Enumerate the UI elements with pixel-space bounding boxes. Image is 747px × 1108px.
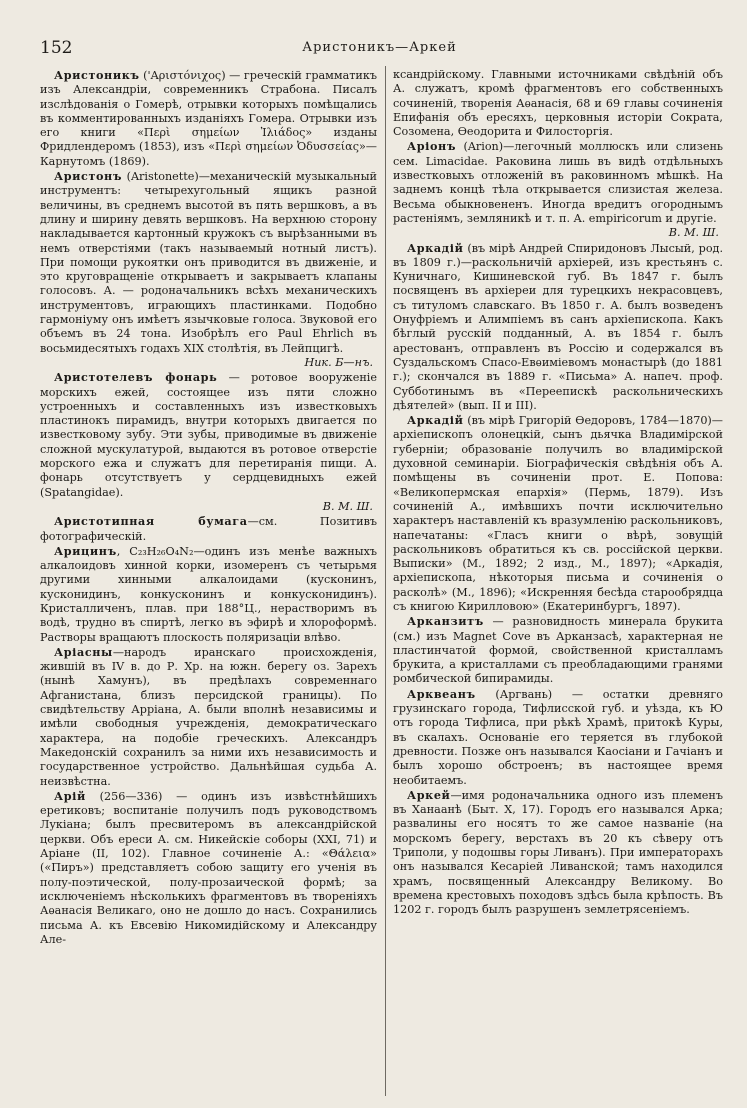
entry-headword: Аристотелевъ фонарь bbox=[54, 370, 218, 385]
article-entry bbox=[40, 169, 377, 370]
entry-headword: Аристотипная бумага bbox=[54, 514, 248, 529]
entry-text: (Аргвань) — остатки древняго грузинскаго города, Тифлисской губ. и уѣзда, къ Ю отъ города Тифлиса, при рѣкѣ Храмѣ, притокѣ Куры, въ скалахъ. Основаніе его теряется въ глубокой древности. Позже онъ назывался Каосіани и Гачіанъ и былъ хорошо обстроенъ; въ настоящее время необитаемъ. bbox=[393, 687, 723, 787]
article-entry bbox=[40, 370, 377, 514]
entry-headword: Аркей bbox=[407, 787, 451, 802]
entry-text: ('Aριστόνιχος) — греческій грамматикъ изъ Александріи, современникъ Страбона. Писалъ изслѣдованія о Гомерѣ, отрывки которыхъ помѣщались въ комментированныхъ изданіяхъ Гомера. Отрывки изъ его книги «Περὶ σημείων Ἰλιάδος» изданы Фридлендеромъ (1853), изъ «Περὶ σημείων Ὀδυσσείας»—Карнутомъ (1869). bbox=[40, 69, 377, 168]
entry-text: —народъ иранскаго происхожденія, жившій въ IV в. до Р. Хр. на южн. берегу оз. Зарехъ (нынѣ Хамунъ), въ предѣлахъ современнаго Афганистана, близъ персидской границы). По свидѣтельству Арріана, А. были вполнѣ независимы и имѣли свободныя учрежденія, демократическаго характера, на подобіе греческихъ. Александръ Македонскій сохранилъ за ними ихъ независимость и государственное устройство. Дальнѣйшая судьба А. неизвѣстна. bbox=[40, 645, 377, 788]
author-signature: В. М. Ш. bbox=[322, 499, 373, 513]
column-divider bbox=[385, 66, 386, 1096]
entry-headword: Аріонъ bbox=[407, 139, 457, 154]
article-entry bbox=[393, 139, 723, 240]
entry-headword: Аристонъ bbox=[54, 169, 123, 184]
author-signature: В. М. Ш. bbox=[668, 226, 719, 240]
page-number: 152 bbox=[40, 38, 73, 58]
article-entry bbox=[393, 687, 723, 788]
entry-headword: Арицинъ bbox=[54, 543, 117, 558]
article-entry bbox=[393, 413, 723, 614]
entry-text: — ротовое вооруженіе морскихъ ежей, состоящее изъ пяти сложно устроенныхъ и составленныхъ изъ известковыхъ пластинокъ пирамидъ, внутри которыхъ двигается по известковому зубу. Эти зубы, приводимые въ движеніе сложной мускулатурой, выдаются въ ротовое отверстіе морского ежа и служатъ для перетиранія пищи. А. фонарь отсутствуетъ у сердцевидныхъ ежей (Spatangidae). bbox=[40, 371, 377, 499]
entry-headword: Аркадій bbox=[407, 413, 464, 428]
entry-text: (Arion)—легочный моллюскъ или слизень сем. Limacidae. Раковина лишь въ видѣ отдѣльныхъ известковыхъ отложеній въ раковинномъ мѣшкѣ. На заднемъ концѣ тѣла открывается слизистая железа. Весьма обыкновененъ. Иногда вредитъ огороднымъ растеніямъ, земляникѣ и т. п. A. empiricorum и другіе. bbox=[393, 140, 723, 225]
entry-text: (256—336) — одинъ изъ извѣстнѣйшихъ еретиковъ; воспитаніе получилъ подъ руководствомъ Лукіана; былъ пресвитеромъ въ александрійской церкви. Объ ереси А. см. Никейскіе соборы (XXI, 71) и Аріане (II, 102). Главное сочиненіе А.: «Θάλεια» («Пиръ») представляетъ собою защиту его ученія въ полу-поэтической, полу-прозаической формѣ; за исключеніемъ нѣсколькихъ фрагментовъ въ твореніяхъ Аѳанасія Великаго, оно не дошло до насъ. Сохранились письма А. къ Евсевію Никомидійскому и Александру Але- bbox=[40, 789, 377, 946]
entry-headword: Арій bbox=[54, 788, 86, 803]
entry-text: (Aristonette)—механическій музыкальный инструментъ: четырехугольный ящикъ разной величины, въ среднемъ высотой въ пять вершковъ, а въ длину и ширину девять вершковъ. На верхнюю сторону накладывается картонный кружокъ съ вырѣзанными въ немъ отверстіями (такъ называемый нотный листъ). При помощи рукоятки онъ приводится въ движеніе, и это круговращеніе открываетъ и закрываетъ клапаны голосовъ. А. — родоначальникъ всѣхъ механическихъ инструментовъ, играющихъ пластинками. Подобно гармоніуму онъ имѣетъ язычковые голоса. Звуковой его объемъ въ 24 тона. Изобрѣлъ его Paul Ehrlich въ восьмидесятыхъ годахъ XIX столѣтія, въ Лейпцигѣ. bbox=[40, 170, 377, 355]
right-column bbox=[393, 68, 723, 918]
entry-headword: Аріасны bbox=[54, 644, 113, 659]
running-head: Аристоникъ—Аркей bbox=[302, 40, 457, 55]
article-entry bbox=[40, 514, 377, 544]
entry-text: (въ мірѣ Андрей Спиридоновъ Лысый, род. въ 1809 г.)—раскольничій архіерей, изъ крестьянъ с. Куничнаго, Кишиневской губ. Въ 1847 г. былъ посвященъ въ архіереи для турецкихъ некрасовцевъ, съ титуломъ славскаго. Въ 1850 г. А. былъ возведенъ Онуфріемъ и Алимпіемъ въ санъ архіепископа. Какъ бѣглый русскій подданный, А. въ 1854 г. былъ арестованъ, отправленъ въ Россію и содержался въ Суздальскомъ Спасо-Евѳиміевомъ монастырѣ (до 1881 г.); скончался въ 1889 г. «Письма» А. напеч. проф. Субботинымъ въ «Переепискѣ раскольническихъ дѣятелей» (вып. II и III). bbox=[393, 241, 723, 412]
entry-text: — разновидность минерала брукита (см.) изъ Magnet Cove въ Арканзасѣ, характерная не пластинчатой формой, свойственной кристалламъ брукита, а кристаллами съ преобладающими гранями ромбической бипирамиды. bbox=[393, 615, 723, 686]
article-entry bbox=[40, 68, 377, 169]
article-entry bbox=[393, 68, 723, 139]
article-entry bbox=[40, 645, 377, 789]
entry-text: ксандрійскому. Главными источниками свѣдѣній объ А. служатъ, кромѣ фрагментовъ его собственныхъ сочиненій, творенія Аѳанасія, 68 и 69 главы сочиненія Епифанія объ ересяхъ, церковныя исторіи Сократа, Созомена, Ѳеодорита и Филосторгія. bbox=[393, 68, 723, 139]
entry-headword: Аркадій bbox=[407, 240, 464, 255]
entry-text: —имя родоначальника одного изъ племенъ въ Ханаанѣ (Быт. X, 17). Городъ его назывался Арка; развалины его носятъ то же самое названіе (на морскомъ берегу, верстахъ въ 20 къ сѣверу отъ Триполи, у подошвы горы Ливанъ). При императорахъ онъ назывался Кесаріей Ливанской; тамъ находился храмъ, посвященный Александру Великому. Во времена крестовыхъ походовъ здѣсь была крѣпость. Въ 1202 г. городъ былъ разрушенъ землетрясеніемъ. bbox=[393, 788, 723, 917]
left-column bbox=[40, 68, 377, 947]
article-entry bbox=[40, 544, 377, 645]
entry-text: —см. Позитивъ фотографическій. bbox=[40, 515, 377, 543]
entry-headword: Арквеанъ bbox=[407, 686, 476, 701]
article-entry bbox=[40, 789, 377, 947]
article-entry bbox=[393, 788, 723, 918]
article-entry bbox=[393, 241, 723, 414]
page-header bbox=[40, 38, 719, 60]
author-signature: Ник. Б—нъ. bbox=[304, 355, 373, 369]
entry-headword: Арканзитъ bbox=[407, 614, 484, 629]
article-entry bbox=[393, 614, 723, 686]
entry-text: (въ мірѣ Григорій Ѳедоровъ, 1784—1870)—архіепископъ олонецкій, сынъ дьячка Владимірской губерніи; образованіе получилъ во владимірской духовной семинаріи. Біографическія свѣдѣнія объ А. помѣщены въ сочиненіи прот. Е. Попова: «Великопермская епархія» (Пермь, 1879). Изъ сочиненій А., имѣвшихъ почти исключительно характеръ наставленій къ вразумленію раскольниковъ, напечатаны: «Гласъ книги о вѣрѣ, зовущій раскольниковъ обратиться къ св. россійской церкви. Выписки» (М., 1892; 2 изд., М., 1897); «Аркадія, архіепископа, нѣкоторыя письма и сочиненія о расколѣ» (М., 1896); «Искренняя бесѣда старообрядца съ книгою Кирилловою» (Екатеринбургъ, 1897). bbox=[393, 414, 723, 613]
entry-headword: Аристоникъ bbox=[54, 68, 140, 82]
entry-text: , C₂₃H₂₆O₄N₂—одинъ изъ менѣе важныхъ алкалоидовъ хинной корки, изомеренъ съ четырьмя другими хинными алкалоидами (кусконинъ, кусконидинъ, конкусконинъ и конкусконидинъ). Кристалличенъ, плав. при 188°Ц., нерастворимъ въ водѣ, трудно въ спиртѣ, легко въ эфирѣ и хлороформѣ. Растворы вращаютъ плоскость поляризаціи влѣво. bbox=[40, 544, 377, 644]
